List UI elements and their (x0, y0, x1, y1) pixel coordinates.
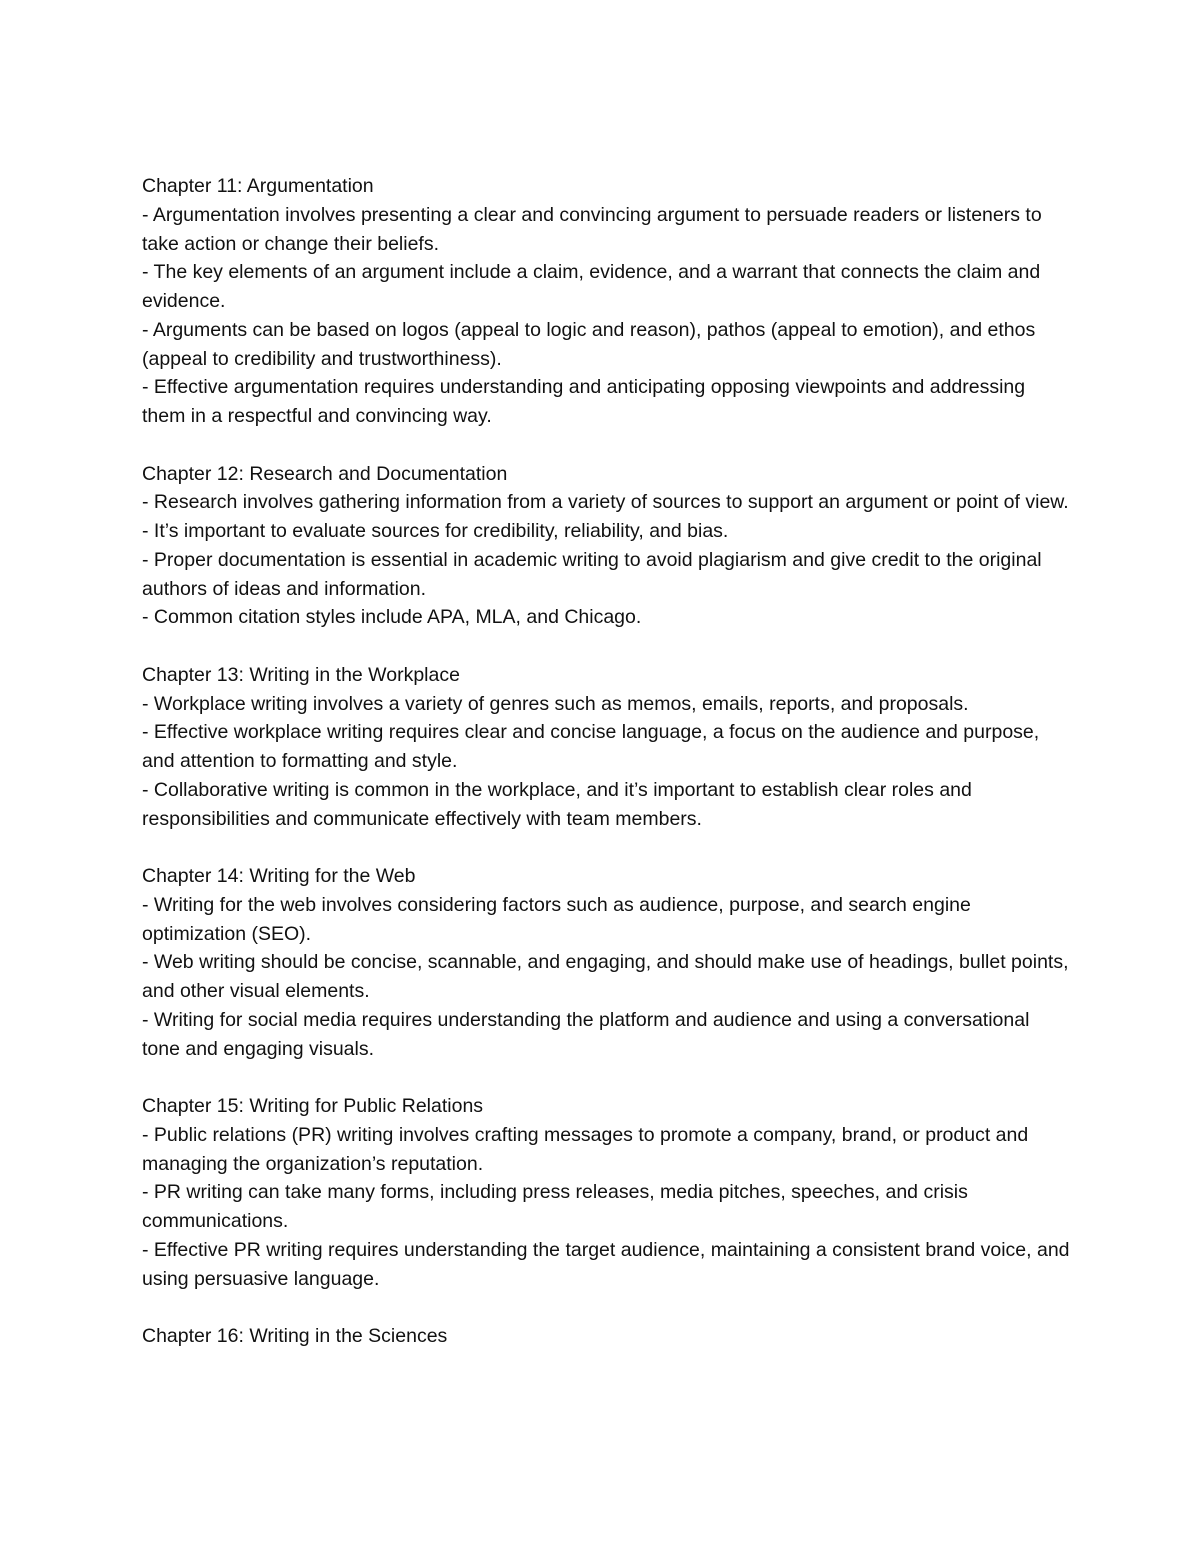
bullet-point: - Writing for social media requires understanding the platform and audience and using a conversational tone and engaging visuals. (142, 1008, 1030, 1060)
bullet-point: - The key elements of an argument include a claim, evidence, and a warrant that connects the claim and evidence. (142, 261, 1041, 312)
bullet-point: - Effective PR writing requires understanding the target audience, maintaining a consistent brand voice, and using persuasive language. (142, 1238, 1070, 1290)
bullet-point: - Effective workplace writing requires clear and concise language, a focus on the audience and purpose, and attention to formatting and style. (142, 721, 1040, 772)
bullet-point: - Collaborative writing is common in the workplace, and it’s important to establish clear roles and responsibilities and communicate effectively with team members. (142, 778, 972, 830)
chapter-16-section (142, 1322, 1072, 1351)
bullet-point: - Argumentation involves presenting a clear and convincing argument to persuade readers or listeners to take action or change their beliefs. (142, 203, 1042, 255)
bullet-point: - Effective argumentation requires understanding and anticipating opposing viewpoints and addressing them in a respectful and convincing way. (142, 376, 1026, 427)
bullet-point: - It’s important to evaluate sources for credibility, reliability, and bias. (142, 520, 729, 542)
chapter-title: Chapter 16: Writing in the Sciences (142, 1325, 448, 1347)
chapter-13-section (142, 661, 1072, 834)
bullet-point: - Research involves gathering information from a variety of sources to support an argument or point of view. (142, 491, 1069, 514)
bullet-point: - PR writing can take many forms, including press releases, media pitches, speeches, and crisis communications. (142, 1181, 968, 1232)
bullet-point: - Workplace writing involves a variety of genres such as memos, emails, reports, and proposals. (142, 692, 969, 715)
bullet-point: - Writing for the web involves considering factors such as audience, purpose, and search engine optimization (SEO). (142, 893, 971, 945)
chapter-title: Chapter 15: Writing for Public Relations (142, 1095, 484, 1117)
chapter-title: Chapter 14: Writing for the Web (142, 865, 416, 887)
chapter-title: Chapter 12: Research and Documentation (142, 462, 508, 485)
bullet-point: - Common citation styles include APA, MLA, and Chicago. (142, 606, 642, 629)
chapter-12-section (142, 460, 1072, 633)
chapter-14-section (142, 862, 1072, 1063)
chapter-11-section (142, 172, 1072, 431)
chapter-title: Chapter 11: Argumentation (142, 175, 374, 197)
bullet-point: - Web writing should be concise, scannable, and engaging, and should make use of headings, bullet points, and other visual elements. (142, 951, 1069, 1002)
bullet-point: - Public relations (PR) writing involves crafting messages to promote a company, brand, or product and managing the organization’s reputation. (142, 1123, 1029, 1175)
chapter-title: Chapter 13: Writing in the Workplace (142, 663, 460, 686)
document-body (142, 172, 1072, 1380)
bullet-point: - Arguments can be based on logos (appeal to logic and reason), pathos (appeal to emotion), and ethos (appeal to credibility and trustworthiness). (142, 318, 1036, 370)
bullet-point: - Proper documentation is essential in academic writing to avoid plagiarism and give credit to the original authors of ideas and information. (142, 548, 1042, 600)
chapter-15-section (142, 1092, 1072, 1293)
